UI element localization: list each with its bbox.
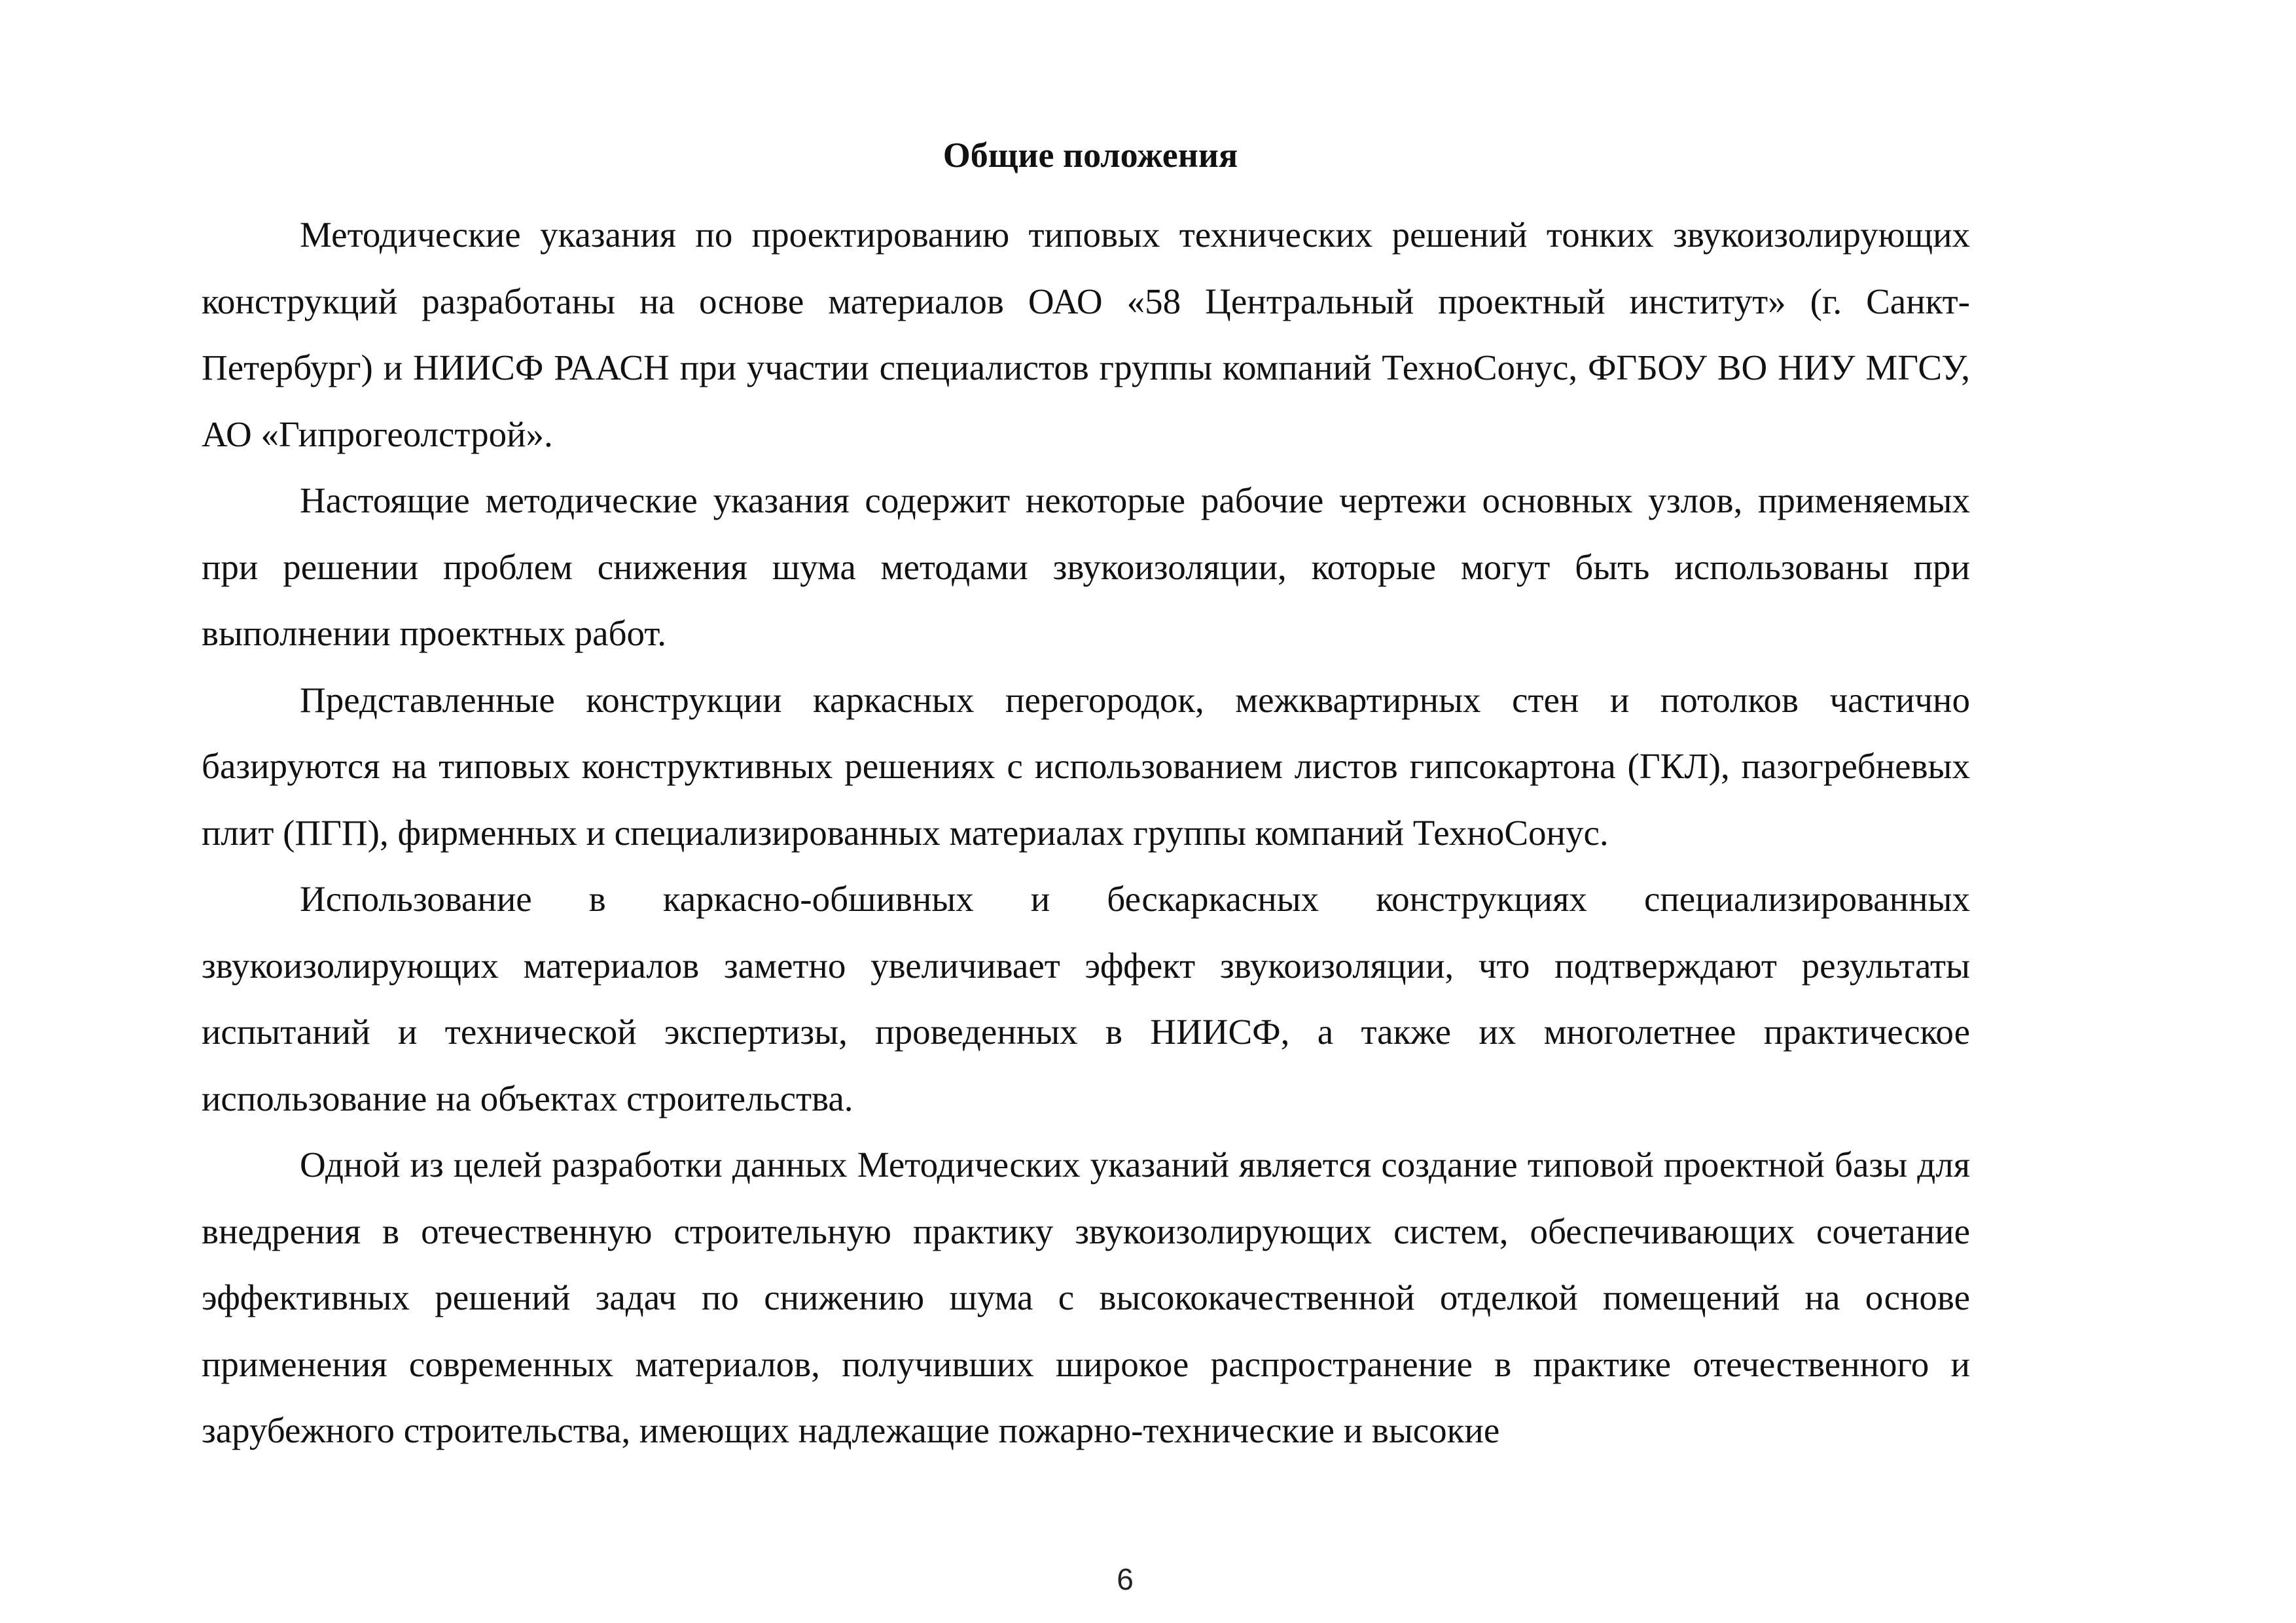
paragraph-3: Представленные конструкции каркасных перегородок, межквартирных стен и потолков частично базируются на типовых конструктивных решениях с использованием листов гипсокартона (ГКЛ), пазогребневых плит (ПГП), фирменных и специализированных материалах группы компаний ТехноСонус.: [202, 679, 1970, 853]
page-body: [202, 137, 1970, 1464]
section-heading: Общие положения: [942, 135, 1238, 175]
paragraph-4: Использование в каркасно-обшивных и бескаркасных конструкциях специализированных звукоизолирующих материалов заметно увеличивает эффект звукоизоляции, что подтверждают результаты испытаний и технической экспертизы, проведенных в НИИСФ, а также их многолетнее практическое использование на объектах строительства.: [202, 879, 1970, 1118]
paragraph-2: Настоящие методические указания содержит некоторые рабочие чертежи основных узлов, применяемых при решении проблем снижения шума методами звукоизоляции, которые могут быть использованы при выполнении проектных работ.: [202, 480, 1970, 653]
paragraph-5: Одной из целей разработки данных Методических указаний является создание типовой проектной базы для внедрения в отечественную строительную практику звукоизолирующих систем, обеспечивающих сочетание эффективных решений задач по снижению шума с высококачественной отделкой помещений на основе применения современных материалов, получивших широкое распространение в практике отечественного и зарубежного строительства, имеющих надлежащие пожарно-технические и высокие: [202, 1145, 1970, 1450]
paragraph-1: Методические указания по проектированию типовых технических решений тонких звукоизолирующих конструкций разработаны на основе материалов ОАО «58 Центральный проектный институт» (г. Санкт-Петербург) и НИИСФ РААСН при участии специалистов группы компаний ТехноСонус, ФГБОУ ВО НИУ МГСУ, АО «Гипрогеолстрой».: [202, 215, 1970, 454]
page-number: 6: [1117, 1562, 1134, 1596]
